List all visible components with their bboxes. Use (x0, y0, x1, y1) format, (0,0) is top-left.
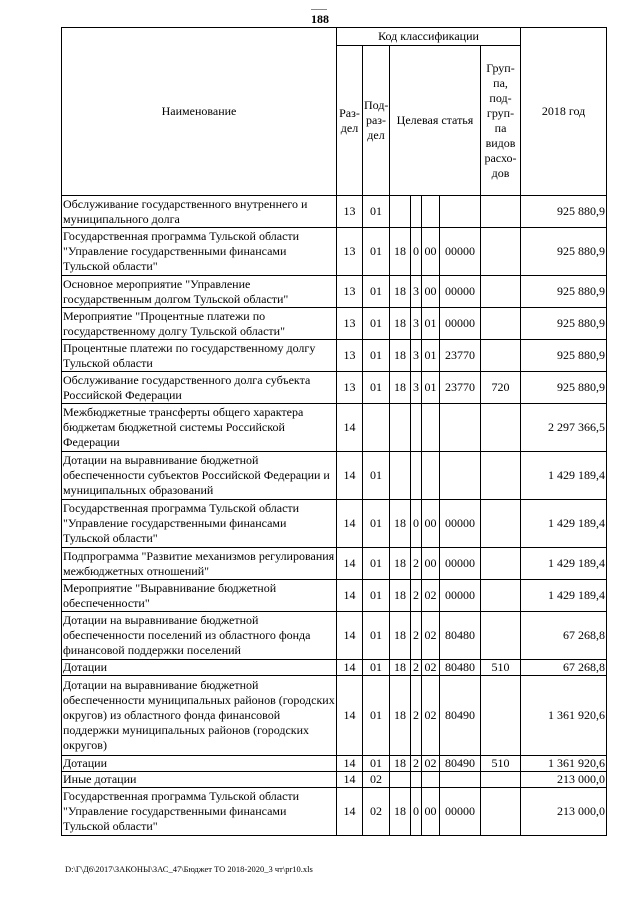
row-podrazdel: 01 (363, 612, 390, 660)
row-event: 02 (422, 580, 440, 612)
row-podrazdel: 01 (363, 452, 390, 500)
row-program: 18 (390, 228, 411, 276)
row-amount: 1 361 920,6 (521, 676, 607, 756)
row-subprogram: 0 (411, 788, 422, 836)
row-amount: 1 361 920,6 (521, 756, 607, 772)
row-razdel: 13 (337, 276, 363, 308)
row-event: 00 (422, 788, 440, 836)
header-line: Груп- (486, 60, 515, 75)
row-subprogram: 2 (411, 612, 422, 660)
row-event: 00 (422, 548, 440, 580)
header-target: Целевая статья (390, 46, 481, 196)
row-subprogram: 2 (411, 548, 422, 580)
row-program (390, 196, 411, 228)
row-program: 18 (390, 788, 411, 836)
header-podrazdel (363, 46, 390, 196)
table-body (62, 196, 607, 836)
row-razdel: 14 (337, 756, 363, 772)
row-expense-type: 510 (481, 756, 521, 772)
row-expense-type (481, 676, 521, 756)
row-expense-type (481, 308, 521, 340)
row-name: Основное мероприятие "Управление государственным долгом Тульской области" (62, 276, 337, 308)
row-event: 01 (422, 372, 440, 404)
row-expense-type (481, 452, 521, 500)
row-event: 02 (422, 612, 440, 660)
header-line: дел (340, 120, 359, 135)
header-line: расхо- (484, 150, 517, 165)
row-razdel: 14 (337, 676, 363, 756)
row-podrazdel: 01 (363, 308, 390, 340)
row-expense-type (481, 340, 521, 372)
row-expense-type: 720 (481, 372, 521, 404)
row-name: Дотации на выравнивание бюджетной обеспеченности субъектов Российской Федерации и муниципальных образований (62, 452, 337, 500)
header-line: па, (493, 75, 508, 90)
row-expense-type: 510 (481, 660, 521, 676)
row-podrazdel: 01 (363, 660, 390, 676)
footer-file-path: D:\Г\Д6\2017\ЗАКОНЫ\ЗАС_47\Бюджет ТО 2018-2020_3 чт\pr10.xls (65, 864, 313, 874)
row-direction: 00000 (440, 548, 481, 580)
row-name: Государственная программа Тульской области "Управление государственными финансами Тульской области" (62, 500, 337, 548)
row-event (422, 452, 440, 500)
row-direction: 23770 (440, 372, 481, 404)
row-program: 18 (390, 756, 411, 772)
row-direction (440, 452, 481, 500)
row-subprogram (411, 196, 422, 228)
row-name: Подпрограмма "Развитие механизмов регулирования межбюджетных отношений" (62, 548, 337, 580)
row-program: 18 (390, 580, 411, 612)
row-podrazdel: 02 (363, 772, 390, 788)
row-program: 18 (390, 500, 411, 548)
header-line: под- (489, 90, 512, 105)
row-amount: 67 268,8 (521, 612, 607, 660)
row-name: Дотации (62, 660, 337, 676)
row-name: Мероприятие "Выравнивание бюджетной обеспеченности" (62, 580, 337, 612)
row-direction (440, 404, 481, 452)
row-expense-type (481, 404, 521, 452)
row-amount: 67 268,8 (521, 660, 607, 676)
row-subprogram: 3 (411, 340, 422, 372)
row-razdel: 14 (337, 404, 363, 452)
row-amount: 925 880,9 (521, 276, 607, 308)
row-direction: 00000 (440, 500, 481, 548)
row-direction: 80480 (440, 660, 481, 676)
row-program (390, 404, 411, 452)
row-name: Процентные платежи по государственному долгу Тульской области (62, 340, 337, 372)
row-amount: 925 880,9 (521, 196, 607, 228)
row-podrazdel: 01 (363, 340, 390, 372)
row-direction: 00000 (440, 228, 481, 276)
row-program: 18 (390, 276, 411, 308)
budget-table (61, 27, 607, 836)
row-subprogram: 0 (411, 500, 422, 548)
table-row (62, 612, 607, 660)
row-subprogram (411, 452, 422, 500)
row-podrazdel: 01 (363, 228, 390, 276)
header-name: Наименование (62, 28, 337, 196)
row-event: 02 (422, 756, 440, 772)
row-amount: 1 429 189,4 (521, 452, 607, 500)
page-top-mark (311, 9, 327, 10)
header-line: Раз- (339, 105, 360, 120)
row-amount: 2 297 366,5 (521, 404, 607, 452)
row-direction: 80490 (440, 756, 481, 772)
row-subprogram (411, 404, 422, 452)
row-event: 02 (422, 660, 440, 676)
row-razdel: 13 (337, 228, 363, 276)
row-amount: 925 880,9 (521, 228, 607, 276)
row-direction: 00000 (440, 308, 481, 340)
header-line: дов (491, 165, 510, 180)
row-direction (440, 772, 481, 788)
row-event: 00 (422, 500, 440, 548)
row-program: 18 (390, 676, 411, 756)
row-program: 18 (390, 340, 411, 372)
row-program: 18 (390, 660, 411, 676)
table-row (62, 196, 607, 228)
row-name: Дотации на выравнивание бюджетной обеспеченности поселений из областного фонда финансовой поддержки поселений (62, 612, 337, 660)
table-row (62, 660, 607, 676)
header-expense-group (481, 46, 521, 196)
table-row (62, 372, 607, 404)
row-direction: 00000 (440, 788, 481, 836)
row-direction: 00000 (440, 580, 481, 612)
row-expense-type (481, 772, 521, 788)
row-direction: 80480 (440, 612, 481, 660)
row-subprogram: 2 (411, 676, 422, 756)
row-program: 18 (390, 308, 411, 340)
row-podrazdel: 01 (363, 676, 390, 756)
row-program: 18 (390, 548, 411, 580)
row-podrazdel: 01 (363, 756, 390, 772)
row-razdel: 14 (337, 452, 363, 500)
row-expense-type (481, 580, 521, 612)
header-line: па (494, 120, 507, 135)
table-row (62, 580, 607, 612)
row-podrazdel: 01 (363, 196, 390, 228)
row-podrazdel: 02 (363, 788, 390, 836)
table-row (62, 308, 607, 340)
row-podrazdel (363, 404, 390, 452)
row-event (422, 404, 440, 452)
table-row (62, 676, 607, 756)
table-row (62, 500, 607, 548)
row-razdel: 13 (337, 372, 363, 404)
row-amount: 1 429 189,4 (521, 580, 607, 612)
table-row (62, 340, 607, 372)
row-amount: 213 000,0 (521, 772, 607, 788)
row-podrazdel: 01 (363, 276, 390, 308)
row-razdel: 14 (337, 500, 363, 548)
row-expense-type (481, 196, 521, 228)
row-razdel: 14 (337, 612, 363, 660)
header-line: видов (485, 135, 516, 150)
row-name: Мероприятие "Процентные платежи по государственному долгу Тульской области" (62, 308, 337, 340)
header-year: 2018 год (521, 28, 607, 196)
row-program: 18 (390, 612, 411, 660)
table-row (62, 772, 607, 788)
row-subprogram: 2 (411, 756, 422, 772)
row-event (422, 196, 440, 228)
table-row (62, 276, 607, 308)
row-razdel: 14 (337, 660, 363, 676)
row-event: 00 (422, 276, 440, 308)
row-subprogram: 3 (411, 372, 422, 404)
row-amount: 925 880,9 (521, 308, 607, 340)
row-name: Государственная программа Тульской области "Управление государственными финансами Тульской области" (62, 228, 337, 276)
header-code-group: Код классификации (337, 28, 521, 46)
page-number: 188 (311, 12, 329, 26)
row-event: 01 (422, 340, 440, 372)
row-expense-type (481, 228, 521, 276)
table-row (62, 756, 607, 772)
row-event: 02 (422, 676, 440, 756)
row-razdel: 13 (337, 196, 363, 228)
table-row (62, 228, 607, 276)
header-line: раз- (365, 113, 387, 127)
row-name: Иные дотации (62, 772, 337, 788)
row-subprogram: 3 (411, 308, 422, 340)
row-podrazdel: 01 (363, 372, 390, 404)
row-subprogram: 3 (411, 276, 422, 308)
row-name: Дотации (62, 756, 337, 772)
row-event: 00 (422, 228, 440, 276)
row-amount: 1 429 189,4 (521, 500, 607, 548)
row-razdel: 13 (337, 340, 363, 372)
row-direction: 23770 (440, 340, 481, 372)
row-program (390, 452, 411, 500)
row-expense-type (481, 500, 521, 548)
row-subprogram (411, 772, 422, 788)
row-razdel: 14 (337, 548, 363, 580)
table-row (62, 548, 607, 580)
row-program: 18 (390, 372, 411, 404)
row-razdel: 14 (337, 788, 363, 836)
header-razdel (337, 46, 363, 196)
row-subprogram: 0 (411, 228, 422, 276)
row-razdel: 13 (337, 308, 363, 340)
row-amount: 925 880,9 (521, 372, 607, 404)
row-event (422, 772, 440, 788)
table-row (62, 788, 607, 836)
row-podrazdel: 01 (363, 580, 390, 612)
row-expense-type (481, 612, 521, 660)
row-podrazdel: 01 (363, 548, 390, 580)
row-name: Обслуживание государственного долга субъекта Российской Федерации (62, 372, 337, 404)
table-row (62, 452, 607, 500)
row-razdel: 14 (337, 580, 363, 612)
table-row (62, 404, 607, 452)
row-direction: 80490 (440, 676, 481, 756)
row-expense-type (481, 788, 521, 836)
row-program (390, 772, 411, 788)
row-event: 01 (422, 308, 440, 340)
row-direction: 00000 (440, 276, 481, 308)
row-amount: 213 000,0 (521, 788, 607, 836)
row-name: Дотации на выравнивание бюджетной обеспеченности муниципальных районов (городских округов) из областного фонда финансовой поддержки муниципальных районов (городских округов) (62, 676, 337, 756)
header-line: Под- (364, 98, 389, 112)
row-razdel: 14 (337, 772, 363, 788)
header-line: дел (367, 128, 385, 142)
row-amount: 925 880,9 (521, 340, 607, 372)
row-subprogram: 2 (411, 580, 422, 612)
row-expense-type (481, 548, 521, 580)
row-subprogram: 2 (411, 660, 422, 676)
row-name: Межбюджетные трансферты общего характера бюджетам бюджетной системы Российской Федерации (62, 404, 337, 452)
row-direction (440, 196, 481, 228)
row-expense-type (481, 276, 521, 308)
row-name: Государственная программа Тульской области "Управление государственными финансами Тульской области" (62, 788, 337, 836)
row-amount: 1 429 189,4 (521, 548, 607, 580)
row-name: Обслуживание государственного внутреннего и муниципального долга (62, 196, 337, 228)
row-podrazdel: 01 (363, 500, 390, 548)
header-line: груп- (486, 105, 515, 120)
